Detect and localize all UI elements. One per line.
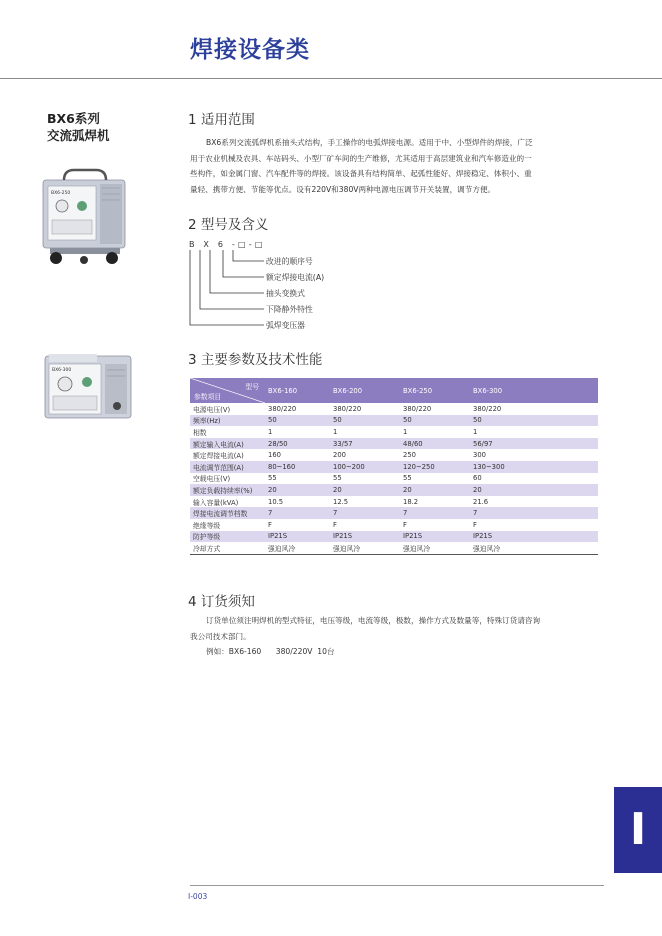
param-name-cell: 焊接电流调节档数 bbox=[190, 507, 265, 519]
product-type: 交流弧焊机 bbox=[47, 128, 110, 143]
param-value-cell: 33/57 bbox=[330, 438, 400, 450]
order-note-line2: 我公司技术部门。 bbox=[190, 631, 251, 641]
param-name-cell: 频率(Hz) bbox=[190, 415, 265, 427]
page-number: I-003 bbox=[188, 892, 208, 901]
param-name-cell: 电源电压(V) bbox=[193, 405, 231, 414]
model-label-tap: 抽头变换式 bbox=[266, 289, 305, 298]
param-value-cell: 28/50 bbox=[265, 438, 330, 450]
param-value-cell: 250 bbox=[403, 451, 416, 460]
section4-body bbox=[190, 613, 604, 660]
header-corner-cell bbox=[190, 378, 265, 403]
param-value-cell: 20 bbox=[400, 484, 470, 496]
section4-heading: 4 订货须知 bbox=[188, 594, 255, 610]
spec-table-row bbox=[190, 496, 598, 508]
header-divider bbox=[0, 78, 662, 79]
param-value-cell: 50 bbox=[400, 415, 470, 427]
spec-table-row bbox=[190, 519, 598, 531]
param-value-cell: 20 bbox=[265, 484, 330, 496]
spec-table-row bbox=[190, 415, 598, 427]
param-value-cell: 55 bbox=[268, 474, 277, 483]
model-col-header: BX6-250 bbox=[400, 378, 470, 403]
param-name-cell: 额定焊接电流(A) bbox=[193, 452, 244, 461]
param-value-cell: 380/220 bbox=[403, 404, 432, 413]
param-value-cell: IP21S bbox=[330, 531, 400, 543]
model-label-drooping: 下降静外特性 bbox=[266, 305, 313, 314]
param-value-cell: 100~200 bbox=[330, 461, 400, 473]
param-value-cell: 7 bbox=[265, 507, 330, 519]
param-value-cell: F bbox=[473, 520, 477, 529]
spec-table-row bbox=[190, 531, 598, 543]
param-value-cell: 强迫风冷 bbox=[400, 542, 470, 554]
param-value-cell: 强迫风冷 bbox=[265, 542, 330, 554]
page-title: 焊接设备类 bbox=[190, 37, 310, 63]
param-value-cell: 50 bbox=[265, 415, 330, 427]
product-name bbox=[47, 110, 110, 144]
param-value-cell: 20 bbox=[330, 484, 400, 496]
model-label-transformer: 弧焊变压器 bbox=[266, 321, 305, 330]
param-value-cell: 1 bbox=[333, 427, 338, 436]
param-value-cell: 55 bbox=[403, 474, 412, 483]
section1-body bbox=[190, 135, 604, 197]
spec-table-row bbox=[190, 473, 598, 485]
model-code: B X 6 -□-□ bbox=[189, 240, 266, 249]
spec-table-row bbox=[190, 542, 598, 554]
param-value-cell: 300 bbox=[473, 451, 486, 460]
param-value-cell: 380/220 bbox=[268, 404, 297, 413]
section3-heading: 3 主要参数及技术性能 bbox=[188, 352, 323, 368]
param-value-cell: IP21S bbox=[400, 531, 470, 543]
section1-line: 用于农业机械及农具、车站码头、小型厂矿车间的生产维修，尤其适用于高层建筑业和汽车修造业的一 bbox=[190, 153, 532, 163]
spec-table-row bbox=[190, 438, 598, 450]
param-name-cell: 空载电压(V) bbox=[193, 475, 231, 484]
param-value-cell: 20 bbox=[470, 484, 598, 496]
param-value-cell: 10.5 bbox=[268, 497, 284, 506]
param-value-cell: 200 bbox=[333, 451, 346, 460]
param-name-cell: 冷却方式 bbox=[190, 542, 265, 554]
param-name-cell: 额定输入电流(A) bbox=[190, 438, 265, 450]
param-name-cell: 绝缘等级 bbox=[193, 521, 221, 530]
model-label-current: 额定焊接电流(A) bbox=[266, 273, 325, 282]
model-col-header: BX6-300 bbox=[470, 378, 598, 403]
welder-photo-2 bbox=[43, 350, 135, 422]
param-name-cell: 相数 bbox=[193, 428, 207, 437]
param-value-cell: 56/97 bbox=[470, 438, 598, 450]
spec-table bbox=[190, 378, 598, 555]
param-value-cell: 80~160 bbox=[265, 461, 330, 473]
header-param-label: 参数项目 bbox=[194, 393, 222, 401]
photo1-panel-label: BX6-250 bbox=[51, 191, 71, 196]
section1-line: 量轻、携带方便、节能等优点。设有220V和380V两种电源电压调节开关装置，调节方便。 bbox=[190, 184, 496, 194]
spec-table-row bbox=[190, 426, 598, 438]
param-value-cell: 1 bbox=[473, 427, 478, 436]
param-value-cell: 130~300 bbox=[470, 461, 598, 473]
product-series: BX6系列 bbox=[47, 111, 100, 126]
header-model-label: 型号 bbox=[245, 383, 259, 391]
spec-table-row bbox=[190, 507, 598, 519]
param-value-cell: 7 bbox=[470, 507, 598, 519]
param-value-cell: 1 bbox=[403, 427, 408, 436]
section1-line: BX6系列交流弧焊机系抽头式结构，手工操作的电弧焊接电源。适用于中、小型焊件的焊接，广泛 bbox=[206, 138, 533, 147]
param-value-cell: 380/220 bbox=[333, 404, 362, 413]
param-value-cell: 50 bbox=[470, 415, 598, 427]
order-note-line1: 订货单位须注明焊机的型式特征，电压等级，电流等级，极数，操作方式及数量等，特殊订货请咨询 bbox=[206, 616, 541, 625]
param-value-cell: 1 bbox=[268, 427, 273, 436]
param-value-cell: IP21S bbox=[265, 531, 330, 543]
param-value-cell: 55 bbox=[333, 474, 342, 483]
param-value-cell: F bbox=[403, 520, 407, 529]
param-value-cell: 18.2 bbox=[403, 497, 419, 506]
param-name-cell: 输入容量(kVA) bbox=[193, 498, 239, 507]
model-col-header: BX6-200 bbox=[330, 378, 400, 403]
spec-table-row bbox=[190, 484, 598, 496]
param-value-cell: 60 bbox=[473, 474, 482, 483]
model-col-header: BX6-160 bbox=[265, 378, 330, 403]
param-value-cell: 50 bbox=[330, 415, 400, 427]
param-value-cell: 强迫风冷 bbox=[330, 542, 400, 554]
param-value-cell: F bbox=[333, 520, 337, 529]
spec-table-row bbox=[190, 461, 598, 473]
welder-photo-1 bbox=[40, 168, 130, 268]
param-value-cell: 7 bbox=[330, 507, 400, 519]
param-value-cell: F bbox=[268, 520, 272, 529]
param-value-cell: IP21S bbox=[470, 531, 598, 543]
model-diagram-lines bbox=[186, 248, 266, 330]
param-value-cell: 160 bbox=[268, 451, 281, 460]
param-name-cell: 电流调节范围(A) bbox=[190, 461, 265, 473]
param-value-cell: 7 bbox=[400, 507, 470, 519]
section1-line: 些构件，如金属门窗、汽车配件等的焊接。该设备具有结构简单、起弧性能好、焊接稳定、体积小、重 bbox=[190, 169, 532, 178]
model-label-revision: 改进的顺序号 bbox=[266, 257, 313, 266]
photo2-panel-label: BX6-300 bbox=[52, 368, 72, 373]
spec-table-row bbox=[190, 403, 598, 415]
param-name-cell: 防护等级 bbox=[190, 531, 265, 543]
param-value-cell: 48/60 bbox=[400, 438, 470, 450]
section1-heading: 1 适用范围 bbox=[188, 112, 255, 128]
param-value-cell: 120~250 bbox=[400, 461, 470, 473]
param-value-cell: 12.5 bbox=[333, 497, 349, 506]
chapter-tab-marker: I bbox=[614, 787, 662, 873]
param-value-cell: 21.6 bbox=[473, 497, 489, 506]
spec-table-header bbox=[190, 378, 598, 403]
spec-table-row bbox=[190, 449, 598, 461]
footer-divider bbox=[190, 885, 604, 886]
param-value-cell: 强迫风冷 bbox=[470, 542, 598, 554]
order-example: 例如：BX6-160 380/220V 10台 bbox=[206, 647, 335, 656]
section2-heading: 2 型号及含义 bbox=[188, 217, 269, 233]
param-value-cell: 380/220 bbox=[473, 404, 502, 413]
param-name-cell: 额定负载持续率(%) bbox=[190, 484, 265, 496]
